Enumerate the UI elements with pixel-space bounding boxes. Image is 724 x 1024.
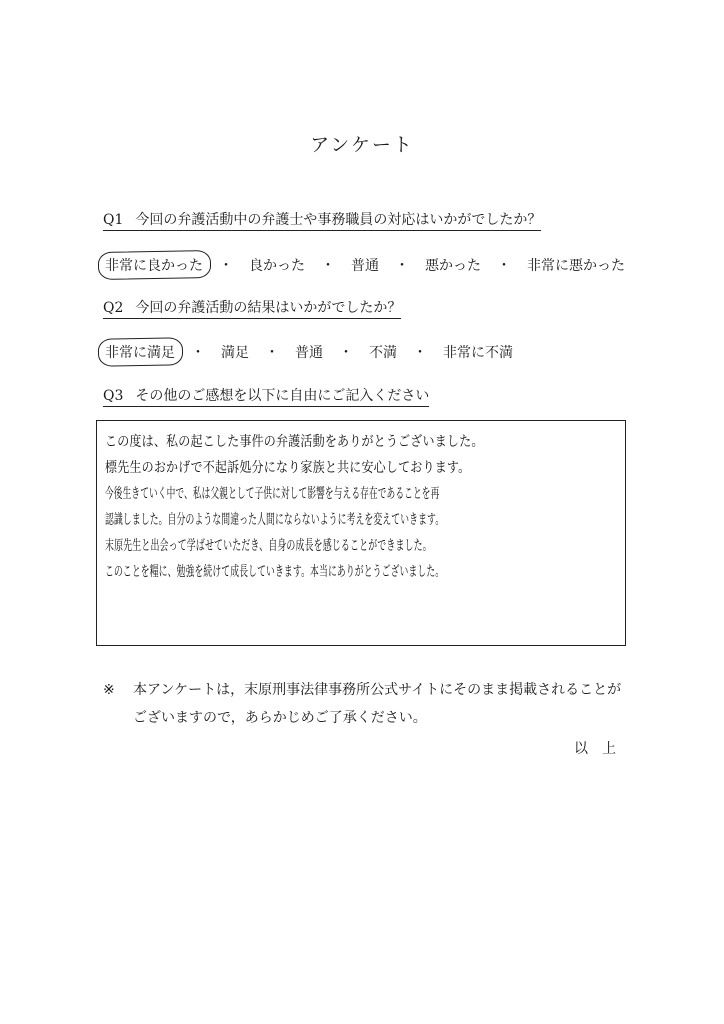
option-separator: ・: [395, 258, 409, 274]
question-1-text: 今回の弁護活動中の弁護士や事務職員の対応はいかがでしたか？: [135, 212, 542, 228]
option-separator: ・: [413, 345, 427, 361]
question-2-number: Q2: [103, 300, 124, 316]
answer-line: 標先生のおかげで不起訴処分になり家族と共に安心しております。: [105, 460, 471, 476]
q2-option-normal[interactable]: 普通: [295, 345, 323, 361]
q1-option-very-good[interactable]: 非常に良かった: [103, 255, 205, 275]
answer-line: 認識しました。自分のような間違った人間にならないように考えを変えていきます。: [105, 512, 445, 528]
answer-line: 末原先生と出会って学ばせていただき、自身の成長を感じることができました。: [105, 538, 432, 554]
question-3-number: Q3: [103, 388, 124, 404]
question-2: [103, 297, 401, 319]
option-separator: ・: [191, 345, 205, 361]
q1-option-bad[interactable]: 悪かった: [425, 258, 481, 274]
q1-option-very-bad[interactable]: 非常に悪かった: [527, 258, 625, 274]
note-text: 本アンケートは，末原刑事法律事務所公式サイトにそのまま掲載されることがございますので，あらかじめご了承ください。: [133, 682, 622, 726]
question-1-options: [103, 255, 627, 275]
question-2-options: [103, 342, 515, 362]
q2-option-very-satisfied[interactable]: 非常に満足: [103, 342, 177, 362]
answer-line: 今後生きていく中で、私は父親として子供に対して影響を与える存在であることを再: [105, 486, 440, 502]
question-2-text: 今回の弁護活動の結果はいかがでしたか？: [135, 300, 402, 316]
option-separator: ・: [265, 345, 279, 361]
question-1-number: Q1: [103, 212, 124, 228]
q2-option-dissatisfied[interactable]: 不満: [369, 345, 397, 361]
option-separator: ・: [339, 345, 353, 361]
question-1: [103, 209, 541, 231]
q1-option-normal[interactable]: 普通: [351, 258, 379, 274]
option-separator: ・: [219, 258, 233, 274]
question-3-text: その他のご感想を以下に自由にご記入ください: [135, 388, 430, 404]
closing-text: 以上: [574, 741, 630, 757]
answer-line: この度は、私の起こした事件の弁護活動をありがとうございました。: [105, 434, 484, 450]
question-3: [103, 385, 429, 407]
option-separator: ・: [321, 258, 335, 274]
q2-option-very-dissatisfied[interactable]: 非常に不満: [443, 345, 513, 361]
page-title: アンケート: [310, 134, 414, 156]
q2-option-satisfied[interactable]: 満足: [221, 345, 249, 361]
free-answer-box[interactable]: [96, 420, 626, 646]
note-mark: ※: [103, 682, 115, 698]
q1-option-good[interactable]: 良かった: [249, 258, 305, 274]
option-separator: ・: [497, 258, 511, 274]
answer-line: このことを糧に、勉強を続けて成長していきます。本当にありがとうございました。: [105, 564, 445, 580]
disclaimer-note: [103, 676, 628, 732]
